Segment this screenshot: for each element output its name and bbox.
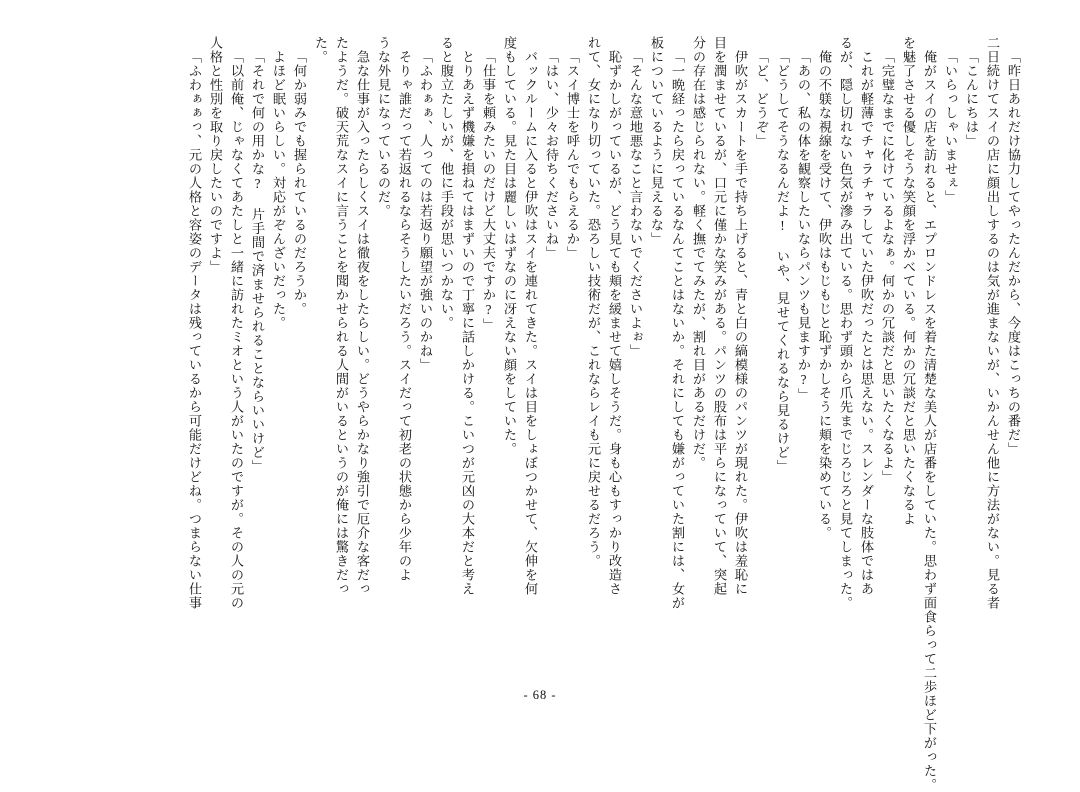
text-line: 「ど、どうぞ」 (754, 50, 769, 148)
text-line: た。 (313, 36, 328, 64)
text-line: 「どうしてそうなるんだよ! いや、見せてくれるなら見るけど」 (775, 50, 790, 474)
text-line: 「はい、少々お待ちくださいね」 (544, 50, 559, 260)
text-line: 伊吹がスカートを手で持ち上げると、青と白の縞模様のパンツが現れた。伊吹は羞恥に (733, 50, 748, 596)
text-line: 急な仕事が入ったらしくスイは徹夜をしたらしい。どうやらかなり強引で厄介な客だっ (355, 50, 370, 596)
text-line: 「スイ博士を呼んでもらえるか」 (565, 50, 580, 260)
text-line: 二日続けてスイの店に顔出しするのは気が進まないが、いかんせん他に方法がない。見る者 (985, 36, 1000, 610)
text-line: 分の存在は感じられない。軽く撫でてみたが、割れ目があるだけだ。 (691, 36, 706, 470)
text-line: そりゃ誰だって若返れるならそうしたいだろう。スイだって初老の状態から少年のよ (397, 50, 412, 582)
text-line: るが、隠し切れない色気が滲み出ている。思わず頭から爪先までじろじろと見てしまった。 (838, 36, 853, 610)
text-line: 「こんにちは」 (964, 50, 979, 148)
text-line: 板についているように見えるな」 (649, 36, 664, 246)
text-line: を魅了させる優しそうな笑顔を浮かべている。何かの冗談だと思いたくなるよ (901, 36, 916, 526)
text-line: 「ふわぁぁ、人ってのは若返り願望が強いのかね」 (418, 50, 433, 372)
text-line: 俺の不躾な視線を受けて、伊吹はもじもじと恥ずかしそうに頬を染めている。 (817, 50, 832, 540)
text-line: 「それで何の用かな? 片手間で済ませられることならいいけど」 (250, 50, 265, 474)
text-line: 人格と性別を取り戻したいのですよ」 (208, 36, 223, 274)
text-line: 「ふわぁぁっ、元の人格と容姿のデータは残っているから可能だけどね。つまらない仕事 (187, 50, 202, 610)
text-line: 度もしている。見た目は麗しいはずなのに冴えない顔をしていた。 (502, 36, 517, 456)
text-line: うな外見になっているのだ。 (376, 36, 391, 218)
text-line: たようだ。破天荒なスイに言うことを聞かせられる人間がいるというのが俺には驚きだっ (334, 36, 349, 596)
text-line: 「一晩経ったら戻っているなんてことはないか。それにしても嫌がっていた割には、女が (670, 50, 685, 610)
text-line: れて、女になり切っていた。恐ろしい技術だが、これならレイも元に戻せるだろう。 (586, 36, 601, 568)
text-line: これが軽薄でチャラチャラしていた伊吹だったとは思えない。スレンダーな肢体ではあ (859, 50, 874, 596)
text-line: 恥ずかしがっているが、どう見ても頬を緩ませて嬉しそうだ。身も心もすっかり改造さ (607, 50, 622, 596)
text-line: とりあえず機嫌を損ねてはまずいので丁寧に話しかける。こいつが元凶の大本だと考え (460, 50, 475, 596)
text-line: 「何か弱みでも握られているのだろうか。 (292, 50, 307, 316)
page-number: - 68 - (523, 688, 557, 702)
text-line: ると腹立たしいが、他に手段が思いつかない。 (439, 36, 454, 330)
text-line: 目を潤ませているが、口元に僅かな笑みがある。パンツの股布は平らになっていて、突起 (712, 36, 727, 596)
text-line: 「仕事を頼みたいのだけど大丈夫ですか?」 (481, 50, 496, 332)
text-line: よほど眠いらしい。対応がぞんざいだった。 (271, 50, 286, 330)
text-line: 「そんな意地悪なこと言わないでくださいよぉ」 (628, 50, 643, 358)
text-line: 「以前俺、じゃなくてあたしと一緒に訪れたミオという人がいたのですが。その人の元の (229, 50, 244, 610)
text-line: バックルームに入ると伊吹はスイを連れてきた。スイは目をしょぼつかせて、欠伸を何 (523, 50, 538, 596)
text-line: 「昨日あれだけ協力してやったんだから、今度はこっちの番だ」 (1006, 50, 1021, 456)
text-line: 「あの、私の体を観察したいならパンツも見ますか?」 (796, 50, 811, 402)
text-line: 「完璧なまでに化けているよなぁ。何かの冗談だと思いたくなるよ」 (880, 50, 895, 484)
text-line: 「いらっしゃいませぇ」 (943, 50, 958, 204)
text-line: 俺がスイの店を訪れると、エプロンドレスを着た清楚な美人が店番をしていた。思わず面食らって二歩ほど下がった。 (922, 50, 937, 792)
